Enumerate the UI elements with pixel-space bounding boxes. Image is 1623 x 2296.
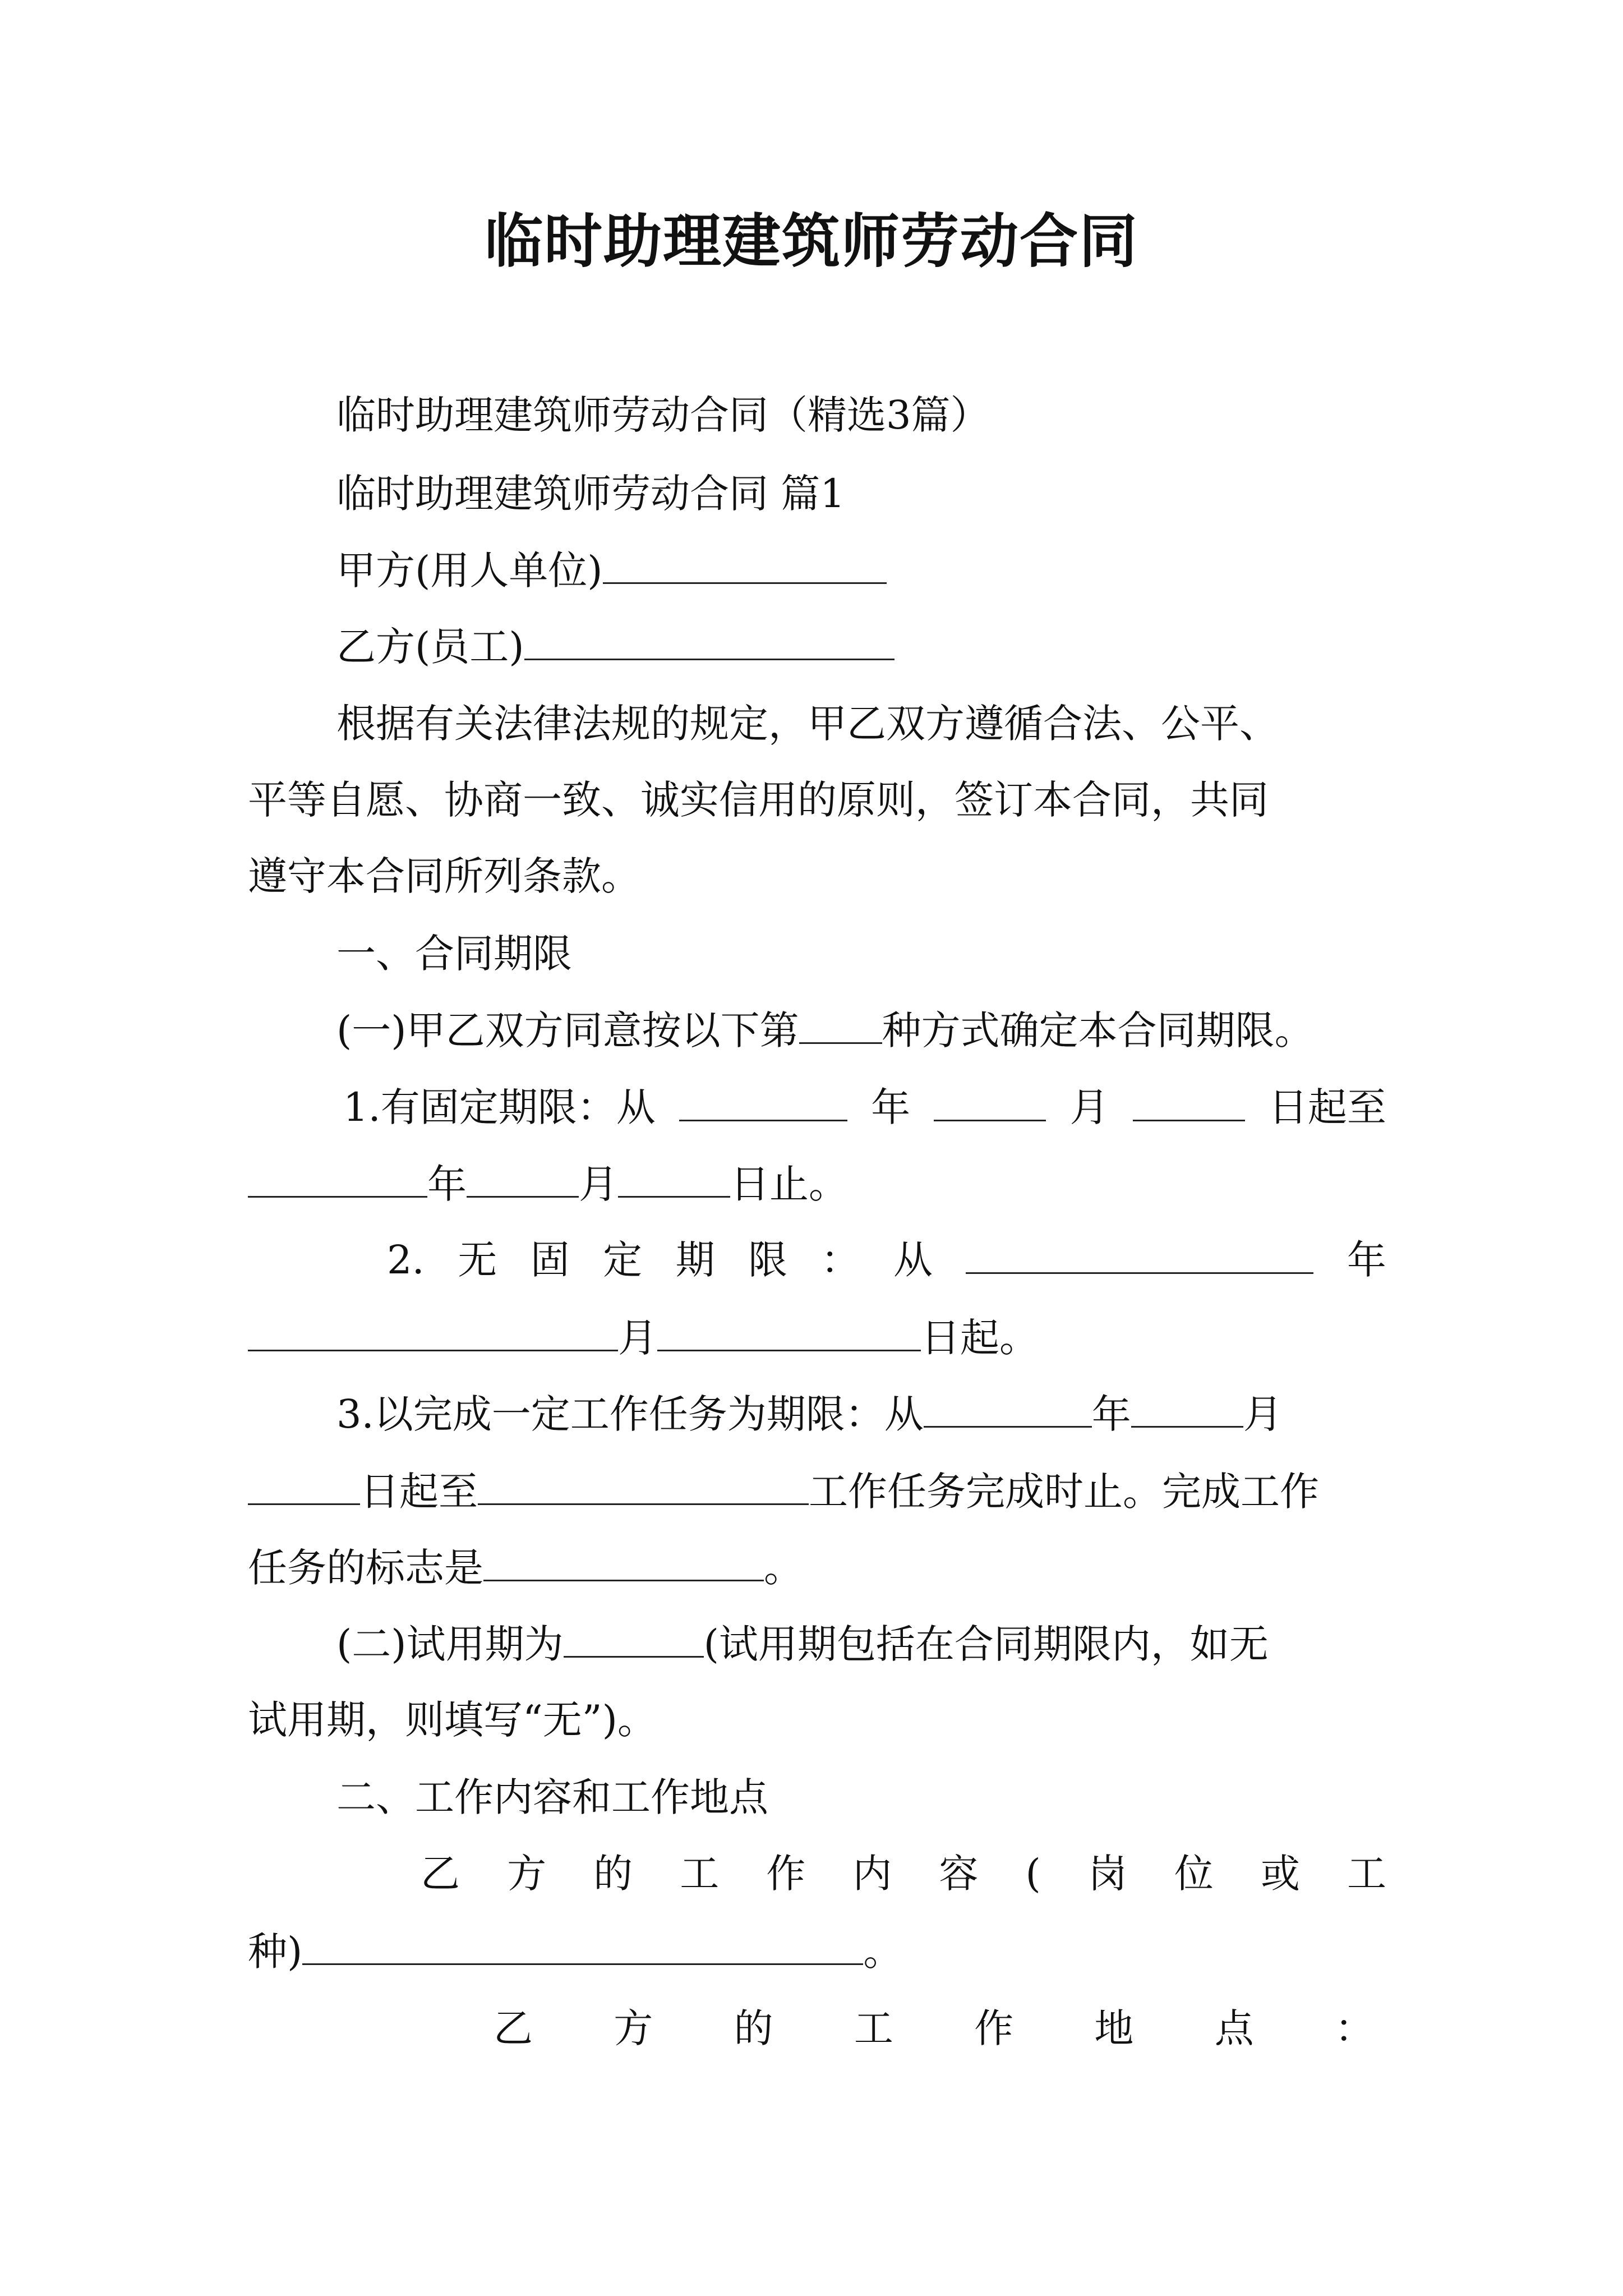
work-content-char: (: [1025, 1851, 1041, 1897]
work-content-char: 作: [766, 1851, 806, 1897]
item-3-start-day-blank[interactable]: [248, 1463, 360, 1505]
item-2-start-day-blank[interactable]: [657, 1309, 921, 1351]
work-place-char: 点: [1214, 2005, 1254, 2051]
item-1-start-year-blank[interactable]: [679, 1079, 847, 1121]
work-place-char: 的: [734, 2005, 773, 2051]
item-2-char: 从: [893, 1237, 933, 1283]
clause-1-heading: 一、合同期限: [336, 931, 572, 977]
item-1-label: 1.有固定期限：从: [343, 1084, 656, 1130]
item-3-start-month-blank[interactable]: [1131, 1386, 1243, 1428]
preamble-line-3: 遵守本合同所列条款。: [248, 853, 640, 899]
item-1-end-year-blank[interactable]: [248, 1156, 427, 1198]
item-3-line: [336, 1386, 1386, 1442]
clause-1-a-post: 种方式确定本合同期限。: [882, 1007, 1314, 1053]
item-1-end-month-blank[interactable]: [467, 1156, 579, 1198]
work-place-char: 方: [614, 2005, 653, 2051]
probation-line: [336, 1616, 1386, 1672]
item-1-end-day-blank[interactable]: [618, 1156, 730, 1198]
work-content-char: 位: [1174, 1851, 1214, 1897]
work-content-char: 或: [1260, 1851, 1300, 1897]
item-2-char: 期: [675, 1237, 715, 1283]
item-1-end-day-label: 日止。: [730, 1161, 848, 1207]
item-1-line: [343, 1079, 1386, 1135]
work-content-period: 。: [863, 1929, 903, 1975]
work-content-char: 工: [1347, 1851, 1386, 1897]
work-content-second-line: [248, 1923, 1386, 1980]
work-place-char: ：: [1334, 2005, 1374, 2051]
item-2-char: ：: [820, 1237, 860, 1283]
item-1-end-month-label: 月: [579, 1161, 618, 1207]
item-2-second-line: [248, 1309, 1386, 1366]
clause-1-a-pre: (一)甲乙双方同意按以下第: [336, 1007, 799, 1053]
preamble-line-1: 根据有关法律法规的规定，甲乙双方遵循合法、公平、: [336, 701, 1279, 747]
section-heading: 临时助理建筑师劳动合同 篇1: [336, 471, 845, 517]
subtitle: 临时助理建筑师劳动合同（精选3篇）: [336, 392, 990, 438]
item-1-month-label: 月: [1069, 1084, 1109, 1130]
probation-note: (试用期包括在合同期限内，如无: [703, 1621, 1269, 1667]
party-b-blank[interactable]: [524, 618, 895, 660]
party-a-line: [336, 542, 1386, 599]
clause-1-a-line: [336, 1002, 1430, 1059]
clause-2-heading: 二、工作内容和工作地点: [336, 1774, 768, 1820]
work-content-char: 方: [507, 1851, 547, 1897]
item-1-end-line: [248, 1156, 1386, 1212]
party-a-label: 甲方(用人单位): [336, 547, 603, 593]
party-b-line: [336, 618, 1386, 675]
item-3-period-end: 。: [764, 1545, 803, 1591]
item-2-char: 限: [748, 1237, 788, 1283]
item-3-sign-blank[interactable]: [483, 1539, 764, 1581]
item-3-third-line: [248, 1539, 1386, 1596]
work-content-char: 工: [680, 1851, 720, 1897]
party-b-label: 乙方(员工): [336, 624, 524, 670]
item-1-start-month-blank[interactable]: [934, 1079, 1046, 1121]
work-place-char: 乙: [494, 2005, 533, 2051]
work-content-line: [421, 1846, 1386, 1902]
item-2-month-label: 月: [618, 1315, 657, 1361]
item-3-second-line: [248, 1463, 1386, 1520]
work-place-char: 作: [974, 2005, 1014, 2051]
party-a-blank[interactable]: [603, 542, 887, 584]
preamble-line-2: 平等自愿、协商一致、诚实信用的原则，签订本合同，共同: [248, 777, 1269, 823]
work-content-char: 容: [939, 1851, 979, 1897]
probation-blank[interactable]: [564, 1616, 704, 1658]
probation-label: (二)试用期为: [336, 1621, 564, 1667]
item-3-task-blank[interactable]: [478, 1463, 809, 1505]
work-content-char: 岗: [1087, 1851, 1127, 1897]
item-2-char: 固: [530, 1237, 570, 1283]
probation-note-line-2: 试用期，则填写“无”)。: [248, 1697, 657, 1743]
work-content-char: 乙: [421, 1851, 460, 1897]
work-place-line: [494, 2000, 1374, 2056]
item-1-end-year-label: 年: [427, 1161, 467, 1207]
work-place-char: 工: [854, 2005, 893, 2051]
item-2-char: 2.: [387, 1237, 425, 1283]
item-2-day-label: 日起。: [921, 1315, 1039, 1361]
method-number-blank[interactable]: [799, 1002, 882, 1044]
item-1-year-label: 年: [871, 1084, 911, 1130]
item-2-line: [387, 1232, 1386, 1288]
item-2-start-month-blank[interactable]: [248, 1309, 618, 1351]
work-content-char: 的: [593, 1851, 633, 1897]
item-3-day-label: 日起至: [360, 1469, 478, 1515]
item-3-year-label: 年: [1091, 1391, 1131, 1437]
item-1-from-to-label: 日起至: [1268, 1084, 1386, 1130]
work-place-char: 地: [1094, 2005, 1134, 2051]
item-3-sign-label: 任务的标志是: [248, 1545, 483, 1591]
item-3-start-year-blank[interactable]: [924, 1386, 1092, 1428]
item-2-start-year-blank[interactable]: [966, 1232, 1313, 1274]
item-3-month-label: 月: [1243, 1391, 1283, 1437]
work-content-end: 种): [248, 1929, 303, 1975]
item-1-start-day-blank[interactable]: [1133, 1079, 1245, 1121]
item-3-mid-text: 工作任务完成时止。完成工作: [809, 1469, 1319, 1515]
item-2-char: 定: [603, 1237, 643, 1283]
work-content-blank[interactable]: [302, 1923, 863, 1965]
item-2-year-label: 年: [1347, 1237, 1386, 1283]
item-3-label: 3.以完成一定工作任务为期限：从: [336, 1391, 924, 1437]
document-title: 临时助理建筑师劳动合同: [484, 206, 1138, 275]
work-content-char: 内: [852, 1851, 892, 1897]
item-2-char: 无: [458, 1237, 497, 1283]
